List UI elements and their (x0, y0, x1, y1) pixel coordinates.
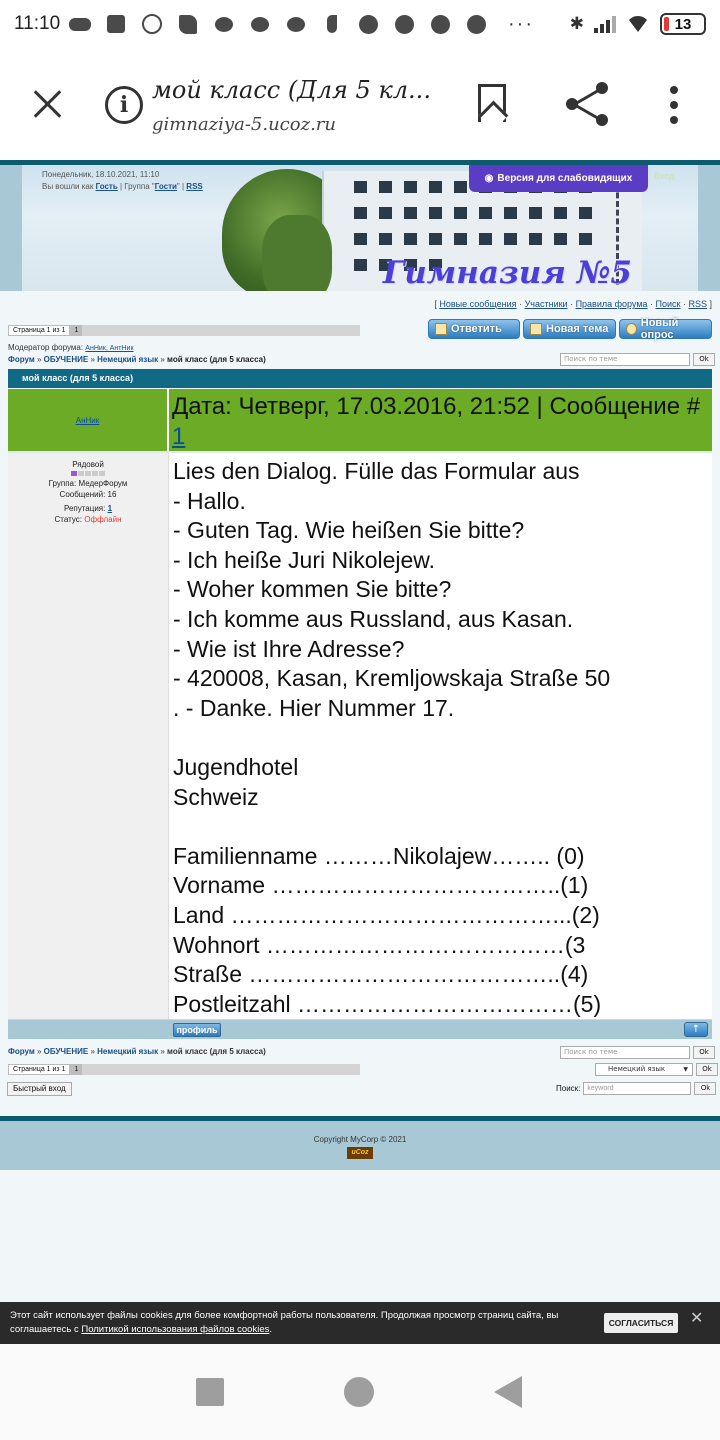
scroll-top-icon[interactable]: ↑ (684, 1022, 708, 1037)
profile-button[interactable]: профиль (173, 1023, 221, 1037)
forum-search: Поиск: keyword Ok (556, 1082, 716, 1095)
moderator-info: Модератор форума: АнНик, АнтНик (8, 343, 134, 352)
chrome-icon (392, 13, 416, 35)
pencil-icon (530, 323, 542, 335)
home-icon[interactable] (344, 1377, 374, 1407)
pagination-bottom: Страница 1 из 1 1 (8, 1064, 360, 1075)
author-rank: Рядовой (72, 460, 104, 469)
tiktok-icon (320, 13, 344, 35)
signal-icon (594, 15, 616, 33)
breadcrumb: Форум » ОБУЧЕНИЕ » Немецкий язык » мой класс (для 5 класса) (8, 355, 266, 364)
accessibility-version-button[interactable]: ◉ Версия для слабовидящих (469, 165, 648, 192)
bluetooth-icon: ✱ (569, 14, 584, 33)
search-link[interactable]: Поиск (655, 299, 681, 309)
breadcrumb-section[interactable]: ОБУЧЕНИЕ (43, 355, 89, 364)
forum-links: [ Новые сообщения · Участники · Правила форума · Поиск · RSS ] (434, 299, 712, 309)
browser-toolbar (0, 48, 720, 160)
forum-jump-select[interactable]: Немецкий язык ▼ (595, 1063, 693, 1076)
breadcrumb-bottom: Форум » ОБУЧЕНИЕ » Немецкий язык » мой класс (для 5 класса) (8, 1047, 266, 1056)
forum-post (8, 389, 712, 1039)
back-icon[interactable] (494, 1376, 522, 1408)
site-footer (0, 1116, 720, 1170)
topic-search-ok-button[interactable]: Ok (693, 1046, 715, 1059)
system-nav-bar (0, 1344, 720, 1440)
breadcrumb-section[interactable]: ОБУЧЕНИЕ (43, 1047, 89, 1056)
site-header (0, 165, 720, 291)
guest-link[interactable]: Гость (95, 182, 118, 191)
chrome-icon (428, 13, 452, 35)
close-icon[interactable] (28, 84, 68, 124)
login-link[interactable]: Вход (654, 171, 675, 181)
breadcrumb-topic: мой класс (для 5 класса) (167, 355, 266, 364)
page-url[interactable]: gimnaziya-5.ucoz.ru (152, 114, 336, 135)
site-title: Гимназия №5 (382, 255, 632, 291)
topic-search-ok-button[interactable]: Ok (693, 353, 715, 366)
post-author-link[interactable]: АнНик (75, 415, 100, 425)
topic-search-input[interactable]: Поиск по теме (560, 353, 690, 366)
current-date: Понедельник, 18.10.2021, 11:10 (42, 170, 160, 179)
book-icon (176, 13, 200, 35)
moderator-link[interactable]: АнНик, АнтНик (85, 345, 134, 352)
battery-level: 13 (674, 15, 692, 33)
forum-jump-ok-button[interactable]: Ok (696, 1063, 718, 1076)
wifi-icon (626, 16, 650, 32)
author-status: Оффлайн (84, 515, 122, 524)
new-topic-button[interactable]: Новая тема (523, 319, 616, 339)
new-messages-link[interactable]: Новые сообщения (439, 299, 517, 309)
topic-search-bottom (560, 1046, 715, 1059)
share-icon[interactable] (566, 82, 610, 126)
chrome-icon (356, 13, 380, 35)
whatsapp-icon (140, 13, 164, 35)
forum-actions (428, 319, 712, 339)
reputation-link[interactable]: 1 (107, 504, 113, 513)
battery-icon (660, 13, 706, 35)
site-info-icon[interactable]: i (105, 86, 143, 124)
chat-icon (248, 13, 272, 35)
keyword-ok-button[interactable]: Ok (694, 1082, 716, 1095)
quick-login-button[interactable]: Быстрый вход (7, 1082, 72, 1096)
gamepad-icon (68, 13, 92, 35)
rss-link[interactable]: RSS (688, 299, 707, 309)
breadcrumb-subforum[interactable]: Немецкий язык (97, 355, 159, 364)
web-page (0, 160, 720, 1302)
forum-jump (595, 1063, 718, 1076)
poll-icon (626, 323, 637, 335)
close-icon[interactable]: ✕ (690, 1310, 704, 1327)
pagination: Страница 1 из 1 1 (8, 325, 360, 336)
cookie-agree-button[interactable]: СОГЛАСИТЬСЯ (604, 1313, 678, 1333)
cookie-policy-link[interactable]: Политикой использования файлов cookies (81, 1324, 270, 1335)
rank-bars (8, 471, 168, 476)
topic-search-input[interactable]: Поиск по теме (560, 1046, 690, 1059)
bookmark-icon[interactable] (478, 84, 506, 122)
eye-icon: ◉ (484, 173, 494, 184)
post-message: Lies den Dialog. Fülle das Formular aus - Hallo. - Guten Tag. Wie heißen Sie bitte? - Ich heiße Juri Nikolejew. - Woher kommen Sie bitte? - Ich komme aus Russland, aus Kasan. - Wie ist Ihre Adresse? - 420008, Kasan, Kremljowskaja Straße 50 . - Danke. Hier Nummer 17. Jugendhotel Schweiz Familienname ………Nikolajew…….. (0) Vorname ………………………………..(1) Land ……………………………………...(2) Wohnort …………………………………(3 Straße …………………………………..(4) Postleitzahl ………………………………(5) (173, 458, 611, 1017)
pencil-icon (435, 323, 447, 335)
cookie-banner: Этот сайт использует файлы cookies для более комфортной работы пользователя. Продолжая просмотр страниц сайта, вы соглашаетесь с Политикой использования файлов cookies. СОГЛАСИТЬСЯ ✕ (0, 1302, 720, 1344)
rss-link[interactable]: RSS (186, 182, 203, 191)
more-notifications-icon: ··· (508, 12, 534, 35)
breadcrumb-topic: мой класс (для 5 класса) (167, 1047, 266, 1056)
chat-icon (284, 13, 308, 35)
chrome-icon (464, 13, 488, 35)
breadcrumb-forum[interactable]: Форум (8, 1047, 35, 1056)
topic-search (560, 353, 715, 366)
post-date: Дата: Четверг, 17.03.2016, 21:52 | Сообщение # 1 (169, 389, 712, 451)
image-icon (104, 13, 128, 35)
reply-button[interactable]: Ответить (428, 319, 520, 339)
chat-icon (212, 13, 236, 35)
rules-link[interactable]: Правила форума (575, 299, 648, 309)
keyword-input[interactable]: keyword (583, 1082, 691, 1095)
page-title: мой класс (Для 5 кл... (152, 76, 431, 104)
new-poll-button[interactable]: Новый опрос (619, 319, 712, 339)
thread-title: мой класс (для 5 класса) (8, 369, 712, 388)
members-link[interactable]: Участники (524, 299, 568, 309)
group-link[interactable]: Гости (154, 182, 177, 191)
notification-icons (68, 13, 488, 35)
ucoz-logo[interactable]: uCoz (347, 1147, 373, 1159)
page-1-link[interactable]: 1 (70, 1064, 82, 1075)
breadcrumb-forum[interactable]: Форум (8, 355, 35, 364)
page-1-link[interactable]: 1 (70, 325, 82, 336)
copyright: Copyright MyCorp © 2021 (313, 1135, 407, 1144)
overflow-menu-icon[interactable] (666, 86, 682, 126)
post-number-link[interactable]: 1 (172, 423, 186, 450)
status-bar (0, 0, 720, 48)
breadcrumb-subforum[interactable]: Немецкий язык (97, 1047, 159, 1056)
user-info: Понедельник, 18.10.2021, 11:10 Вы вошли как Гость | Группа "Гости" | RSS (42, 170, 203, 191)
recent-apps-icon[interactable] (196, 1378, 224, 1406)
status-time: 11:10 (14, 13, 61, 34)
author-group: Группа: МедерФорум (48, 479, 128, 488)
author-info: Рядовой Группа: МедерФорум Сообщений: 16 Репутация: 1 Статус: Оффлайн (8, 453, 169, 1019)
author-messages: Сообщений: 16 (59, 490, 117, 499)
